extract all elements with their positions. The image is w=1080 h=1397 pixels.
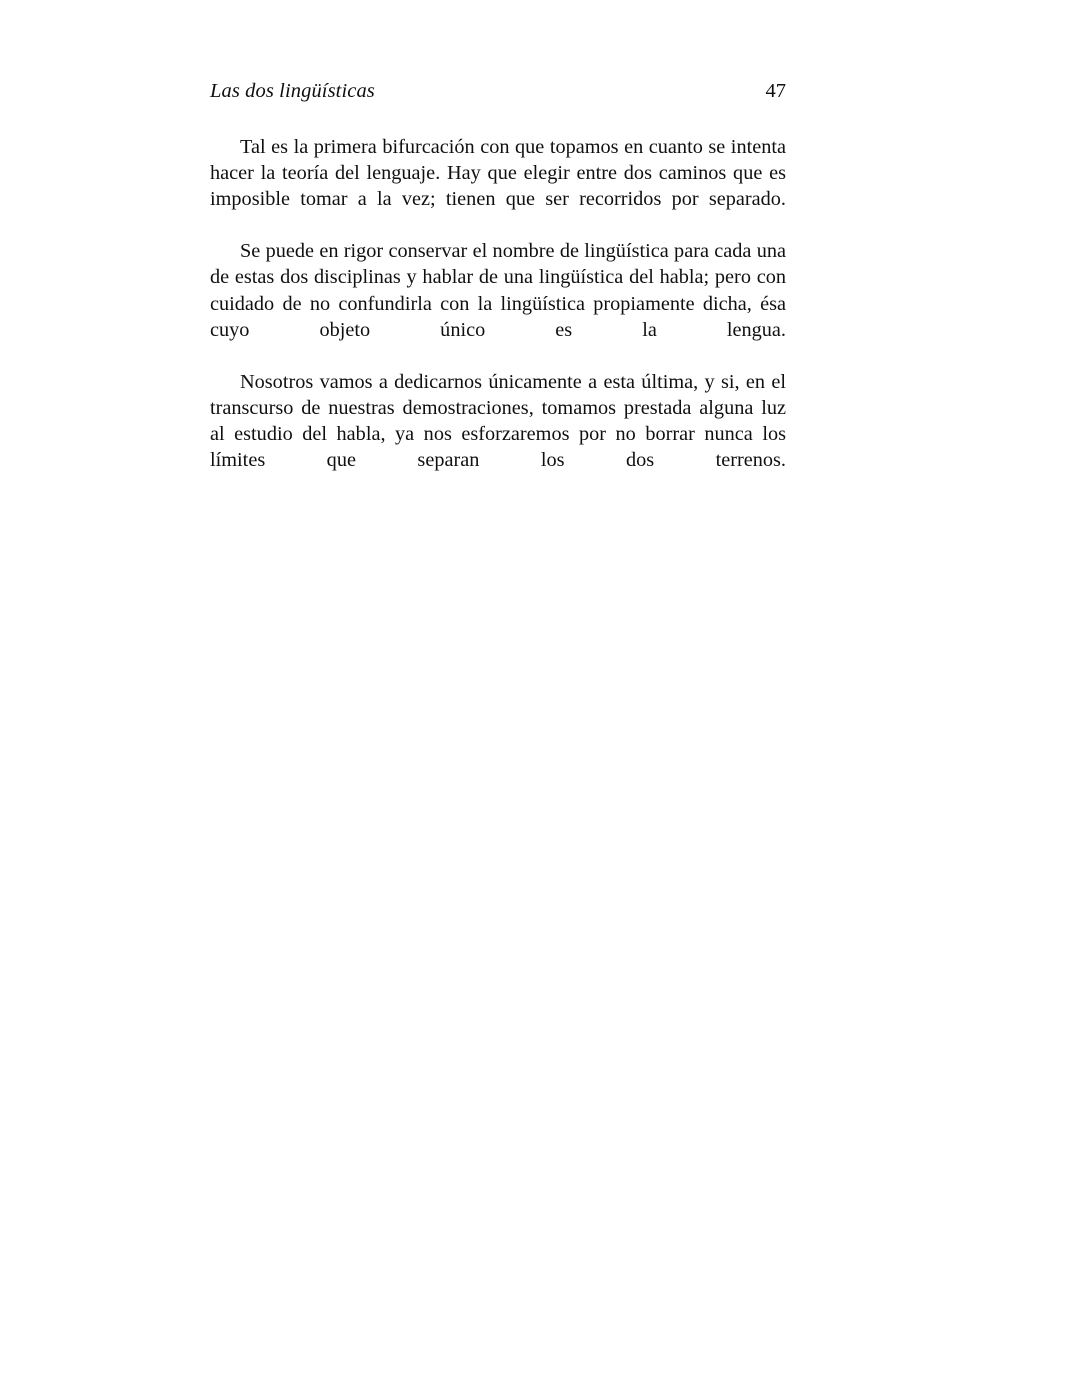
page-number: 47	[765, 80, 786, 102]
paragraph: Nosotros vamos a dedicarnos únicamente a esta última, y si, en el transcurso de nuestras demostraciones, tomamos prestada alguna luz al estudio del habla, ya nos esforzaremos por no borrar nunca los límites que separan los dos terrenos.	[210, 370, 786, 472]
body-text	[210, 134, 786, 499]
running-head	[210, 78, 786, 104]
running-head-title: Las dos lingüísticas	[210, 80, 375, 102]
paragraph: Se puede en rigor conservar el nombre de lingüística para cada una de estas dos disciplinas y hablar de una lingüística del habla; pero con cuidado de no confundirla con la lingüística propiamente dicha, ésa cuyo objeto único es la lengua.	[210, 240, 786, 341]
paragraph: Tal es la primera bifurcación con que topamos en cuanto se intenta hacer la teoría del lenguaje. Hay que elegir entre dos caminos que es imposible tomar a la vez; tienen que ser recorridos por separado.	[210, 136, 786, 211]
text-block	[210, 78, 786, 499]
